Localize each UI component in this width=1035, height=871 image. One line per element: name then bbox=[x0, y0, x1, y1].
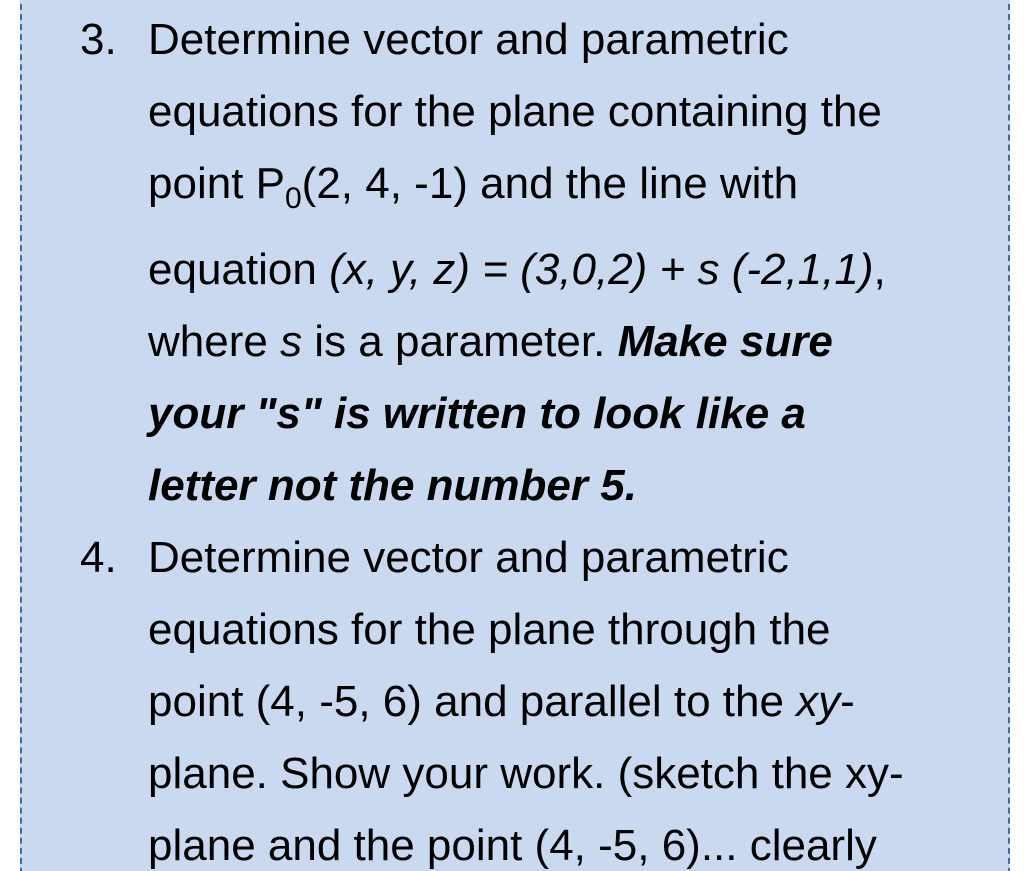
variable-xy: xy bbox=[796, 677, 841, 726]
variable-s: s bbox=[280, 317, 303, 366]
line-text: , bbox=[873, 245, 886, 294]
problem-3-line-1: Determine vector and parametric bbox=[148, 15, 789, 64]
line-text: where bbox=[148, 317, 281, 366]
line-text: equation bbox=[148, 245, 330, 294]
problem-4-line-4: plane. Show your work. (sketch the xy- bbox=[148, 749, 904, 798]
problem-4-number: 4. bbox=[80, 533, 117, 582]
line-text: - bbox=[840, 677, 855, 726]
problem-4-line-1: Determine vector and parametric bbox=[148, 533, 789, 582]
line-text: (2, 4, -1) and the line with bbox=[301, 159, 799, 208]
problem-4-line-3 bbox=[148, 676, 855, 728]
problem-4-line-2: equations for the plane through the bbox=[148, 605, 831, 654]
problem-4-line-5: plane and the point (4, -5, 6)... clearly bbox=[148, 821, 877, 870]
problem-3-number: 3. bbox=[80, 15, 117, 64]
line-text: point (4, -5, 6) and parallel to the bbox=[148, 677, 797, 726]
subscript: 0 bbox=[284, 182, 302, 215]
problem-3-line-2: equations for the plane containing the bbox=[148, 87, 882, 136]
problem-3-line-7: letter not the number 5. bbox=[148, 461, 637, 510]
emphasis-text: Make sure bbox=[617, 317, 833, 366]
line-text: is a parameter. bbox=[302, 317, 618, 366]
problem-3-line-3 bbox=[148, 158, 799, 215]
line-equation: (x, y, z) = (3,0,2) + s (-2,1,1) bbox=[329, 245, 874, 294]
problem-3-line-5 bbox=[148, 316, 833, 368]
line-text: point P bbox=[148, 159, 285, 208]
problem-3-line-4 bbox=[148, 244, 886, 296]
problem-3-line-6: your "s" is written to look like a bbox=[148, 389, 806, 438]
